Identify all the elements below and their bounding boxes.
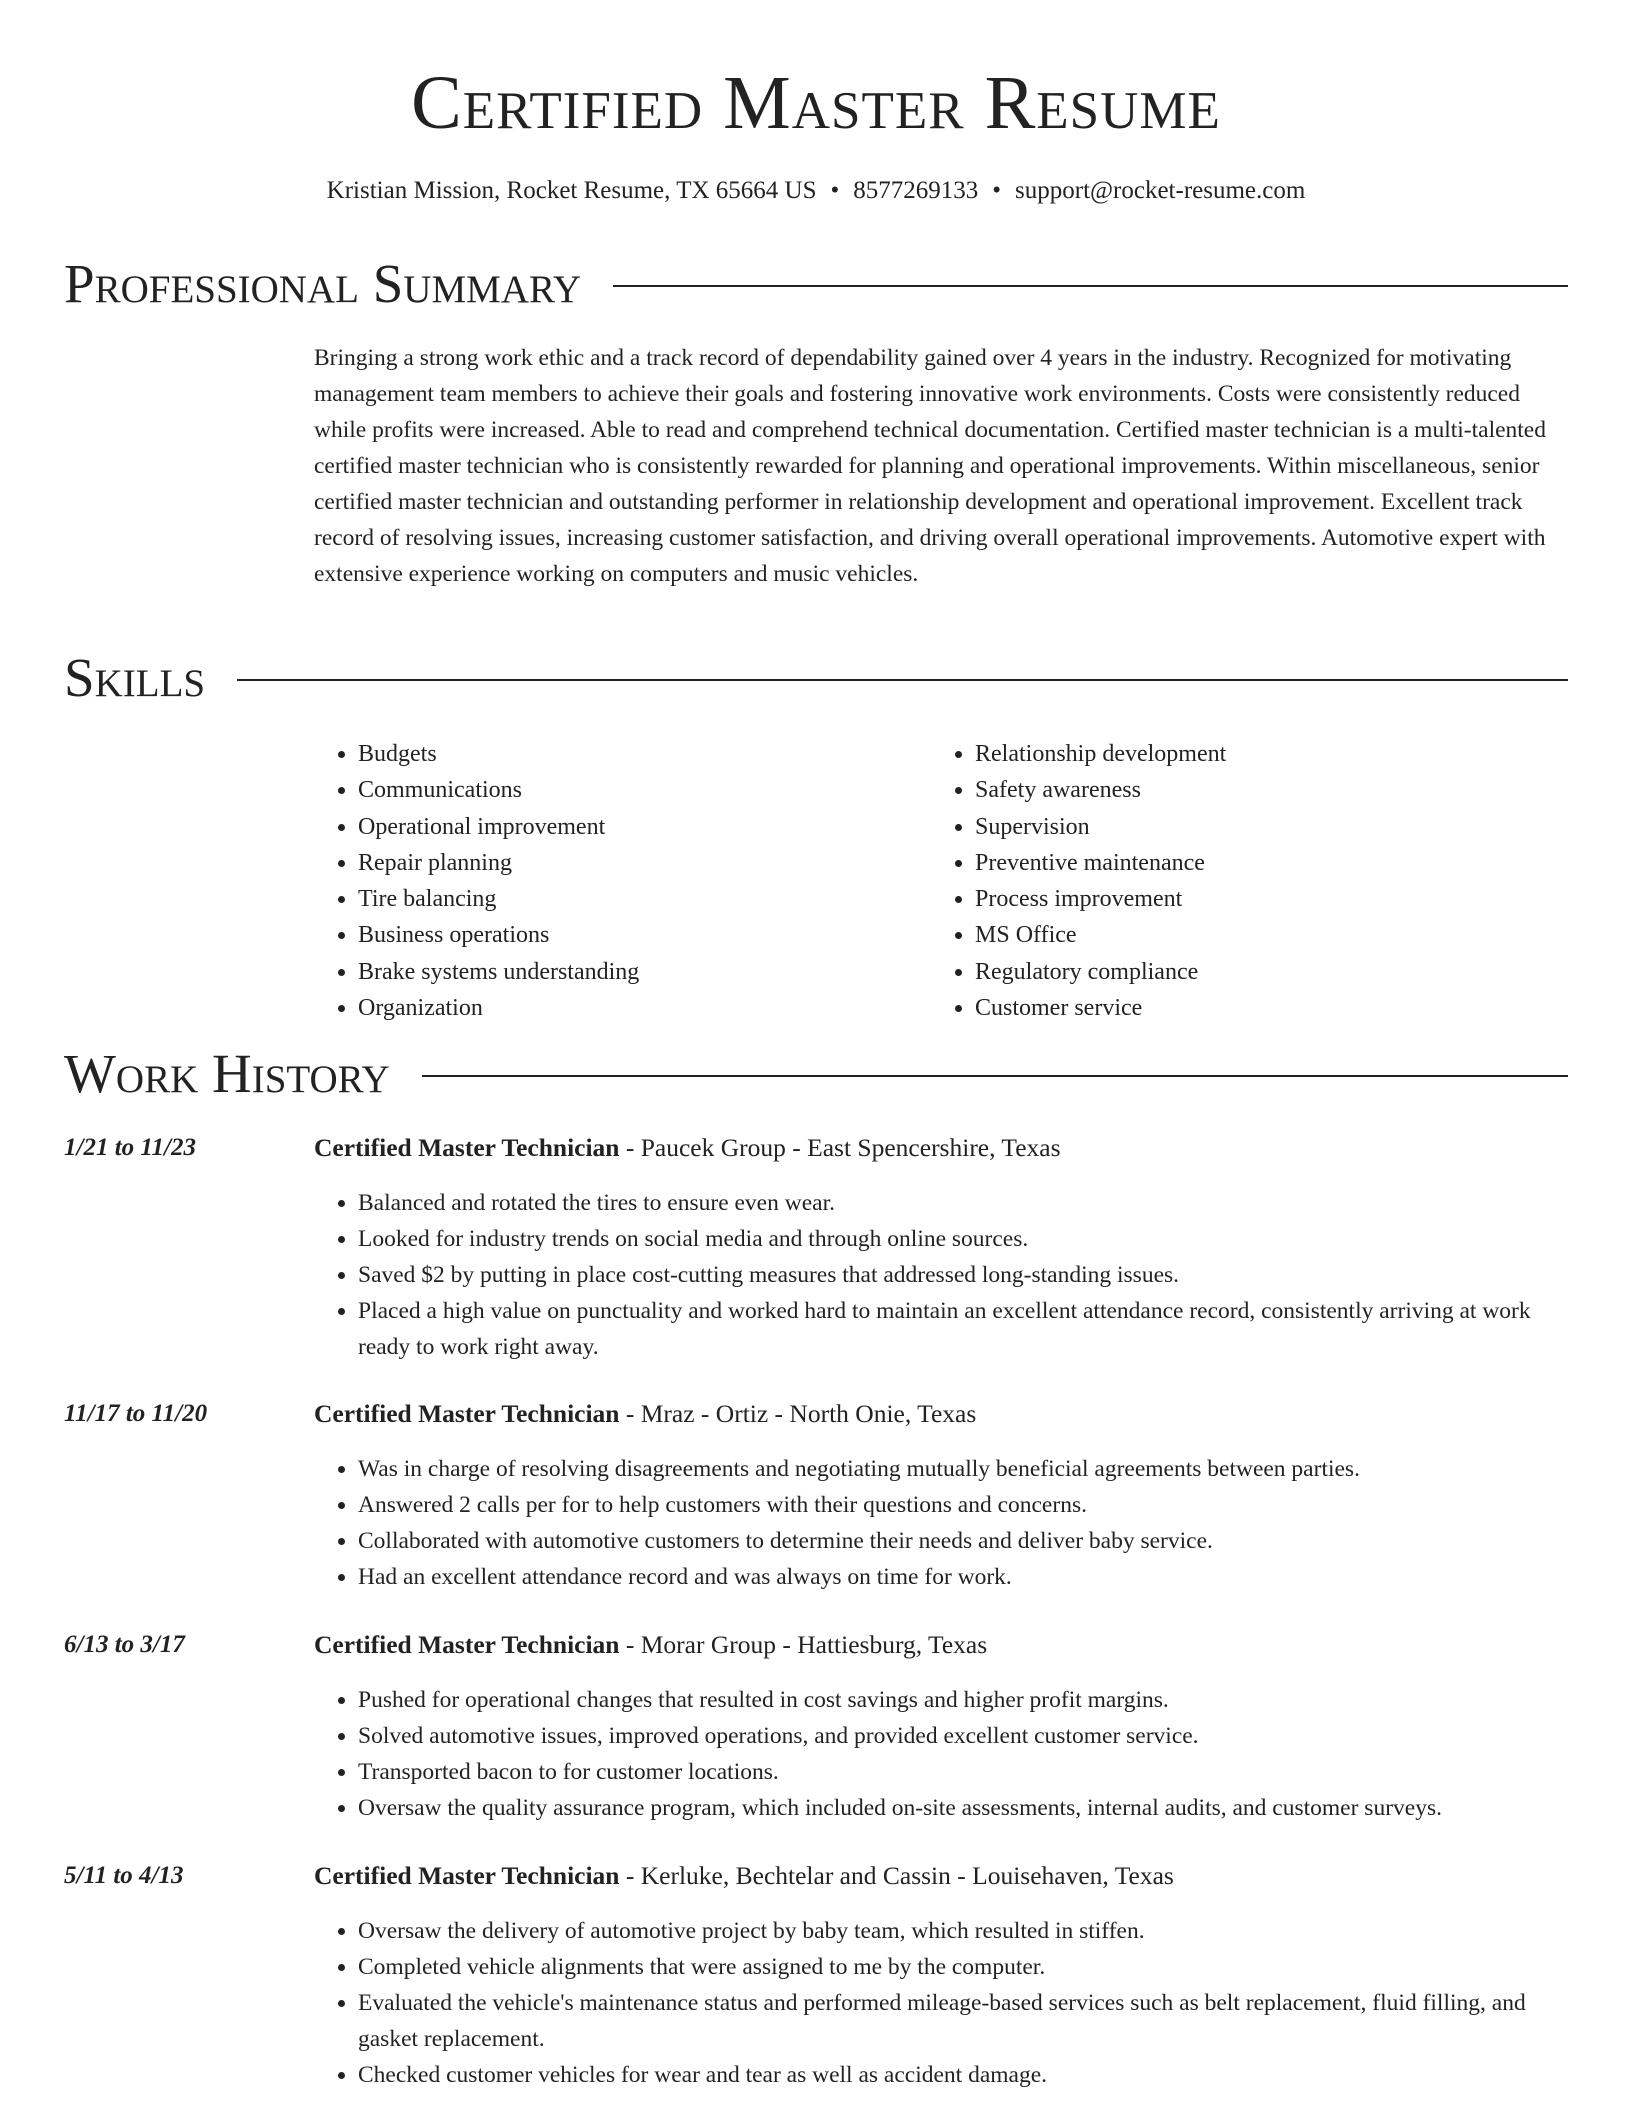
contact-separator: • [830,177,840,204]
job-bullet: • Oversaw the quality assurance program, which included on-site assessments, internal audits, and customer surveys. [358,1790,1568,1826]
section-title: Work History [64,1043,390,1104]
skill-item: • Organization [358,990,931,1026]
skill-item: • Business operations [358,917,931,953]
job-heading [314,1131,1061,1165]
skill-item: • Relationship development [975,736,1548,772]
skills-list [314,736,1568,1026]
job-bullet: • Was in charge of resolving disagreements and negotiating mutually beneficial agreements between parties. [358,1451,1568,1487]
job-bullet: • Checked customer vehicles for wear and tear as well as accident damage. [358,2057,1568,2093]
contact-separator: • [992,177,1002,204]
summary-text: Bringing a strong work ethic and a track record of dependability gained over 4 years in the industry. Recognized for motivating management team members to achieve their goals and fostering innovative work environments. Costs were consistently reduced while profits were increased. Able to read and comprehend technical documentation. Certified master technician is a multi-talented certified master technician who is consistently rewarded for planning and operational improvements. Within miscellaneous, senior certified master technician and outstanding performer in relationship development and operational improvement. Excellent track record of resolving issues, increasing customer satisfaction, and driving overall operational improvements. Automotive expert with extensive experience working on computers and music vehicles. [314,345,1546,587]
job-employer: - Kerluke, Bechtelar and Cassin - Louisehaven, Texas [619,1861,1174,1890]
skill-item: • Supervision [975,809,1548,845]
job-employer: - Paucek Group - East Spencershire, Texas [619,1133,1061,1162]
job-employer: - Mraz - Ortiz - North Onie, Texas [619,1399,977,1428]
contact-line [0,176,1632,206]
job-heading [314,1859,1174,1893]
job-bullet: • Saved $2 by putting in place cost-cutting measures that addressed long-standing issues. [358,1257,1568,1293]
skill-item: • Preventive maintenance [975,845,1548,881]
job-heading [314,1628,987,1662]
section-work-history [64,1044,1568,1104]
skill-item: • Safety awareness [975,772,1548,808]
skill-item: • Customer service [975,990,1548,1026]
section-divider [613,285,1568,287]
job-title: Certified Master Technician [314,1630,620,1659]
job-title: Certified Master Technician [314,1133,620,1162]
skill-item: • Operational improvement [358,809,931,845]
job-bullet: • Oversaw the delivery of automotive project by baby team, which resulted in stiffen. [358,1913,1568,1949]
job-employer: - Morar Group - Hattiesburg, Texas [619,1630,988,1659]
job-title: Certified Master Technician [314,1399,620,1428]
job-bullets [314,1451,1568,1595]
contact-email: support@rocket-resume.com [1015,177,1306,204]
contact-address: Kristian Mission, Rocket Resume, TX 65664 US [326,177,817,204]
section-divider [237,679,1568,681]
skill-item: • Process improvement [975,881,1548,917]
section-title: Professional Summary [64,253,582,314]
skill-item: • Brake systems understanding [358,954,931,990]
skill-item: • Communications [358,772,931,808]
section-divider [422,1075,1568,1077]
section-skills [64,648,1568,708]
section-title: Skills [64,647,206,708]
job-bullet: • Placed a high value on punctuality and worked hard to maintain an excellent attendance record, consistently arriving at work ready to work right away. [358,1293,1568,1365]
skills-column-left [314,736,931,1026]
job-bullet: • Collaborated with automotive customers to determine their needs and deliver baby service. [358,1523,1568,1559]
job-heading [314,1397,976,1431]
section-professional-summary [64,254,1568,314]
skill-item: • Repair planning [358,845,931,881]
contact-phone: 8577269133 [853,177,979,204]
job-bullets [314,1185,1568,1365]
job-bullet: • Answered 2 calls per for to help customers with their questions and concerns. [358,1487,1568,1523]
job-bullet: • Completed vehicle alignments that were assigned to me by the computer. [358,1949,1568,1985]
job-bullet: • Looked for industry trends on social media and through online sources. [358,1221,1568,1257]
job-dates: 5/11 to 4/13 [64,1862,184,1889]
skill-item: • Tire balancing [358,881,931,917]
job-dates: 11/17 to 11/20 [64,1400,208,1427]
skill-item: • Budgets [358,736,931,772]
job-bullet: • Pushed for operational changes that resulted in cost savings and higher profit margins. [358,1682,1568,1718]
job-bullet: • Had an excellent attendance record and was always on time for work. [358,1559,1568,1595]
job-bullet: • Balanced and rotated the tires to ensure even wear. [358,1185,1568,1221]
skill-item: • MS Office [975,917,1548,953]
job-bullet: • Solved automotive issues, improved operations, and provided excellent customer service. [358,1718,1568,1754]
job-dates: 1/21 to 11/23 [64,1134,196,1161]
job-bullet: • Transported bacon to for customer locations. [358,1754,1568,1790]
skills-column-right [931,736,1548,1026]
skill-item: • Regulatory compliance [975,954,1548,990]
job-bullets [314,1682,1568,1826]
job-dates: 6/13 to 3/17 [64,1631,185,1658]
job-bullets [314,1913,1568,2093]
job-title: Certified Master Technician [314,1861,620,1890]
resume-name: Certified Master Resume [411,61,1221,145]
job-bullet: • Evaluated the vehicle's maintenance status and performed mileage-based services such as belt replacement, fluid filling, and gasket replacement. [358,1985,1568,2057]
